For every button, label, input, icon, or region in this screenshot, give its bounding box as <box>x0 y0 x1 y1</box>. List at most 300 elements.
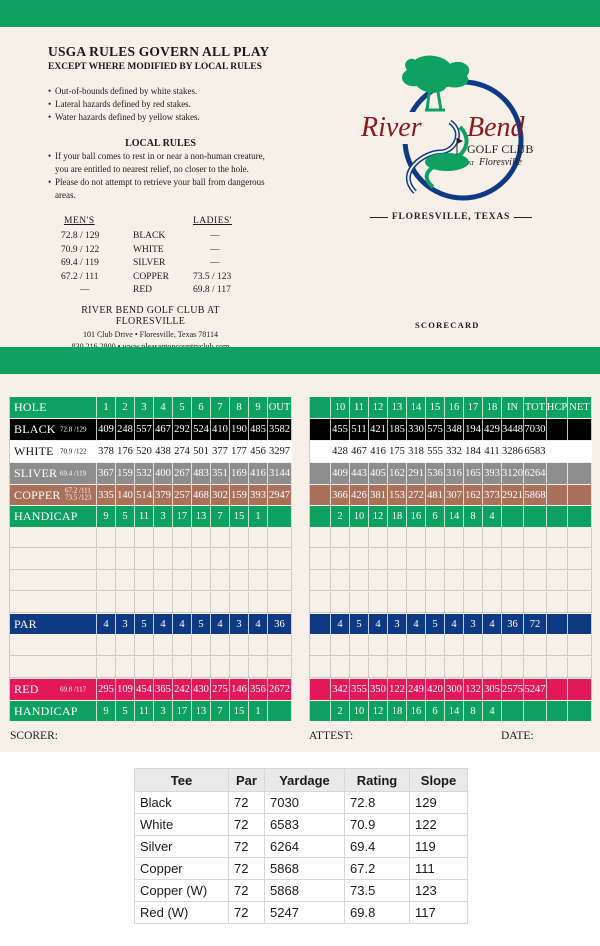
score-cell: 184 <box>464 441 483 462</box>
score-cell <box>547 549 568 569</box>
score-cell: 169 <box>230 463 249 484</box>
score-cell: 3 <box>154 506 173 527</box>
rating-tee: SILVER <box>133 258 166 268</box>
score-cell <box>310 506 331 527</box>
score-cell: 438 <box>154 441 173 462</box>
score-cell <box>502 635 524 655</box>
score-cell: 557 <box>135 419 154 440</box>
score-cell <box>268 701 292 721</box>
score-cell <box>464 635 483 655</box>
score-row <box>10 528 292 548</box>
score-cell: 140 <box>116 485 135 505</box>
score-cell <box>192 657 211 677</box>
score-cell: 9 <box>249 397 268 418</box>
score-row <box>310 701 592 721</box>
score-cell: 267 <box>173 463 192 484</box>
score-cell <box>547 506 568 527</box>
score-cell <box>310 485 331 505</box>
rating-tee: BLACK <box>133 231 166 241</box>
front-nine-grid <box>9 397 290 721</box>
score-cell: 10 <box>350 506 369 527</box>
local-rule-item: • Please do not attempt to retrieve your ball from dangerous areas. <box>48 176 278 202</box>
score-cell: 1 <box>249 701 268 721</box>
tee-table-cell: Red (W) <box>135 902 229 924</box>
score-cell <box>350 592 369 612</box>
score-cell: 17 <box>173 506 192 527</box>
score-cell: 400 <box>154 463 173 484</box>
row-rating: 70.9 /122 <box>60 446 87 455</box>
score-cell: 416 <box>369 441 388 462</box>
score-cell: 2 <box>331 701 350 721</box>
score-cell <box>116 571 135 590</box>
score-cell: 377 <box>211 441 230 462</box>
score-row <box>10 614 292 634</box>
score-cell: 10 <box>331 397 350 418</box>
score-cell: 426 <box>350 485 369 505</box>
score-cell: 409 <box>97 419 116 440</box>
score-cell: 6 <box>192 397 211 418</box>
score-cell: 11 <box>350 397 369 418</box>
rating-men: 67.2 / 111 <box>61 271 99 282</box>
row-label <box>10 635 97 655</box>
score-cell <box>568 679 592 700</box>
score-cell <box>464 657 483 677</box>
score-cell <box>310 614 331 634</box>
score-cell <box>249 592 268 612</box>
tee-table-row <box>135 858 468 880</box>
score-cell: 4 <box>407 614 426 634</box>
stake-rules-list <box>48 85 278 124</box>
score-cell <box>547 701 568 721</box>
scorer-label: SCORER: <box>10 730 58 742</box>
club-address: 101 Club Drive • Floresville, Texas 78114 <box>83 330 218 339</box>
score-cell: 420 <box>426 679 445 700</box>
score-cell <box>116 635 135 655</box>
score-cell: 485 <box>249 419 268 440</box>
score-cell: 185 <box>388 419 407 440</box>
score-cell: 162 <box>388 463 407 484</box>
score-cell: 467 <box>154 419 173 440</box>
score-cell <box>211 592 230 612</box>
row-label-text: COPPER <box>14 487 61 502</box>
score-cell <box>331 657 350 677</box>
score-cell <box>249 528 268 547</box>
tee-table-row <box>135 814 468 836</box>
score-cell <box>568 441 592 462</box>
score-cell <box>524 657 547 677</box>
row-label-text: WHITE <box>14 444 54 458</box>
score-cell: 9 <box>97 701 116 721</box>
row-label <box>10 463 97 484</box>
score-cell <box>524 528 547 547</box>
score-cell <box>192 528 211 547</box>
score-cell: 162 <box>464 485 483 505</box>
score-cell <box>173 549 192 569</box>
score-cell: 393 <box>483 463 502 484</box>
score-row <box>310 614 592 634</box>
score-row <box>310 549 592 570</box>
score-cell: 14 <box>407 397 426 418</box>
score-cell <box>388 528 407 547</box>
score-cell: 18 <box>483 397 502 418</box>
score-cell: 177 <box>230 441 249 462</box>
score-cell: 17 <box>464 397 483 418</box>
row-label-text: PAR <box>14 616 37 631</box>
score-cell: 467 <box>350 441 369 462</box>
score-cell: 16 <box>407 701 426 721</box>
score-cell: 2672 <box>268 679 292 700</box>
score-cell <box>230 592 249 612</box>
score-cell: 12 <box>369 701 388 721</box>
score-cell: 307 <box>445 485 464 505</box>
score-cell <box>426 571 445 590</box>
score-cell: 3 <box>135 397 154 418</box>
score-cell <box>192 549 211 569</box>
score-cell: 411 <box>483 441 502 462</box>
score-cell: 2 <box>331 506 350 527</box>
score-cell <box>268 592 292 612</box>
score-row <box>310 441 592 462</box>
score-row <box>10 549 292 570</box>
score-cell: 194 <box>464 419 483 440</box>
score-cell: 468 <box>192 485 211 505</box>
score-cell <box>502 701 524 721</box>
rules-title: USGA RULES GOVERN ALL PLAY <box>48 44 270 59</box>
score-cell: 316 <box>445 463 464 484</box>
score-cell <box>445 657 464 677</box>
score-cell: 483 <box>192 463 211 484</box>
score-cell <box>310 528 331 547</box>
score-cell: 481 <box>426 485 445 505</box>
score-cell: 36 <box>502 614 524 634</box>
score-cell: 6583 <box>524 441 547 462</box>
local-rule-item: • If your ball comes to rest in or near a non-human creature, you are entitled to nearest relief, no closer to the hole. <box>48 150 278 176</box>
row-rating: 69.8 /117 <box>60 684 87 693</box>
logo-town-text: Floresville <box>479 157 522 168</box>
score-cell <box>97 635 116 655</box>
score-cell <box>568 506 592 527</box>
score-cell: 3 <box>116 614 135 634</box>
ladies-header: LADIES' <box>193 216 232 226</box>
tee-table-cell: 129 <box>410 792 468 814</box>
logo-golf-club-text: GOLF CLUB <box>467 142 534 156</box>
score-cell <box>388 549 407 569</box>
score-cell <box>331 635 350 655</box>
score-cell <box>369 592 388 612</box>
score-cell <box>350 549 369 569</box>
score-cell <box>568 657 592 677</box>
score-cell <box>568 463 592 484</box>
score-cell <box>464 571 483 590</box>
tee-table-cell: 72 <box>229 792 265 814</box>
score-cell: 14 <box>445 701 464 721</box>
score-cell: HCP <box>547 397 568 418</box>
score-cell: 3448 <box>502 419 524 440</box>
score-cell <box>369 571 388 590</box>
score-cell: 5 <box>426 614 445 634</box>
score-cell <box>310 397 331 418</box>
rating-tee: WHITE <box>133 244 164 255</box>
score-cell <box>230 571 249 590</box>
score-cell: 365 <box>154 679 173 700</box>
score-cell: 291 <box>407 463 426 484</box>
score-cell: 4 <box>483 614 502 634</box>
score-cell <box>154 635 173 655</box>
score-cell <box>369 549 388 569</box>
score-cell: 12 <box>369 506 388 527</box>
score-cell <box>350 657 369 677</box>
score-cell <box>407 657 426 677</box>
score-cell <box>310 679 331 700</box>
score-cell <box>97 528 116 547</box>
rating-tee: COPPER <box>133 271 169 282</box>
score-cell: 109 <box>116 679 135 700</box>
score-cell: 3 <box>464 614 483 634</box>
score-cell: 17 <box>173 701 192 721</box>
score-cell: 443 <box>350 463 369 484</box>
score-cell <box>154 549 173 569</box>
row-rating: 67.2 /111 73.5 /123 <box>65 486 92 502</box>
score-cell: 6264 <box>524 463 547 484</box>
score-cell: 257 <box>173 485 192 505</box>
score-cell <box>310 441 331 462</box>
score-cell: 2921 <box>502 485 524 505</box>
score-cell: 430 <box>192 679 211 700</box>
score-cell: 348 <box>445 419 464 440</box>
row-label-text: HANDICAP <box>14 703 78 718</box>
score-cell: 176 <box>116 441 135 462</box>
score-cell <box>249 635 268 655</box>
score-cell: 248 <box>116 419 135 440</box>
score-cell <box>407 592 426 612</box>
row-label-text: RED <box>14 682 39 696</box>
score-cell: 3120 <box>502 463 524 484</box>
rating-tee: RED <box>133 285 152 295</box>
score-cell: 8 <box>230 397 249 418</box>
score-row <box>10 441 292 462</box>
score-cell <box>524 701 547 721</box>
tee-table-cell: 72 <box>229 836 265 858</box>
score-row <box>10 397 292 418</box>
score-cell: 2 <box>116 397 135 418</box>
score-cell <box>407 571 426 590</box>
top-green-band <box>0 0 600 27</box>
score-cell: 3 <box>154 701 173 721</box>
score-cell <box>154 657 173 677</box>
score-cell: 456 <box>249 441 268 462</box>
row-label <box>10 397 97 418</box>
score-cell <box>426 635 445 655</box>
score-cell: 429 <box>483 419 502 440</box>
score-cell: 5868 <box>524 485 547 505</box>
score-cell <box>388 592 407 612</box>
club-name: RIVER BEND GOLF CLUB AT FLORESVILLE <box>81 305 220 327</box>
score-cell <box>211 657 230 677</box>
score-cell: 12 <box>369 397 388 418</box>
tee-table-header: Slope <box>410 769 468 792</box>
score-cell: 7030 <box>524 419 547 440</box>
score-cell: 175 <box>388 441 407 462</box>
score-cell <box>502 528 524 547</box>
score-cell <box>154 528 173 547</box>
score-cell: 11 <box>135 701 154 721</box>
score-cell <box>524 571 547 590</box>
tee-table-cell: Silver <box>135 836 229 858</box>
score-cell: 295 <box>97 679 116 700</box>
score-cell: 5 <box>116 701 135 721</box>
score-cell: 4 <box>331 614 350 634</box>
score-cell <box>135 528 154 547</box>
score-cell <box>483 528 502 547</box>
score-cell: 511 <box>350 419 369 440</box>
score-cell <box>502 571 524 590</box>
tee-table-cell: 70.9 <box>345 814 410 836</box>
tee-table-cell: White <box>135 814 229 836</box>
tee-table-cell: Black <box>135 792 229 814</box>
score-cell <box>97 571 116 590</box>
score-cell <box>426 592 445 612</box>
score-cell <box>230 528 249 547</box>
score-cell: 428 <box>331 441 350 462</box>
score-row <box>310 485 592 505</box>
tee-summary-table <box>134 768 468 924</box>
score-cell <box>230 635 249 655</box>
score-cell: 5 <box>135 614 154 634</box>
score-cell <box>350 571 369 590</box>
score-cell: 5 <box>173 397 192 418</box>
tee-table-cell: Copper (W) <box>135 880 229 902</box>
tee-table-cell: 6264 <box>265 836 345 858</box>
score-cell <box>464 549 483 569</box>
score-cell <box>268 635 292 655</box>
score-cell <box>407 549 426 569</box>
score-cell: 520 <box>135 441 154 462</box>
score-row <box>310 397 592 418</box>
score-cell <box>97 592 116 612</box>
score-cell: 14 <box>445 506 464 527</box>
score-cell <box>135 635 154 655</box>
score-cell: 416 <box>249 463 268 484</box>
score-row <box>10 679 292 700</box>
score-cell <box>483 635 502 655</box>
score-cell: 355 <box>350 679 369 700</box>
score-cell <box>426 528 445 547</box>
score-cell: 367 <box>97 463 116 484</box>
attest-label: ATTEST: <box>309 730 354 742</box>
score-cell <box>445 592 464 612</box>
score-cell <box>211 571 230 590</box>
tee-table-cell: 6583 <box>265 814 345 836</box>
score-cell: 524 <box>192 419 211 440</box>
score-cell <box>135 657 154 677</box>
score-cell: 146 <box>230 679 249 700</box>
score-cell <box>135 549 154 569</box>
tee-table-row <box>135 792 468 814</box>
river-bend-logo <box>355 52 545 202</box>
score-cell <box>388 635 407 655</box>
score-cell: 5 <box>192 614 211 634</box>
score-cell <box>350 635 369 655</box>
score-row <box>310 635 592 656</box>
row-rating: 69.4 /119 <box>60 468 87 477</box>
tee-table-cell: 73.5 <box>345 880 410 902</box>
score-cell: 332 <box>445 441 464 462</box>
score-cell <box>173 571 192 590</box>
score-cell: 4 <box>154 614 173 634</box>
score-cell: 378 <box>97 441 116 462</box>
score-cell <box>568 701 592 721</box>
row-label <box>10 549 97 569</box>
score-cell <box>154 571 173 590</box>
score-cell <box>192 635 211 655</box>
score-row <box>10 485 292 505</box>
score-row <box>310 506 592 527</box>
tee-table-cell: 72 <box>229 902 265 924</box>
score-cell: 13 <box>388 397 407 418</box>
local-rules-list <box>48 150 278 202</box>
score-cell <box>483 571 502 590</box>
tee-table-cell: 72 <box>229 858 265 880</box>
row-label <box>10 485 97 505</box>
score-cell: 8 <box>464 701 483 721</box>
row-label <box>10 419 97 440</box>
score-row <box>310 679 592 700</box>
score-cell: 16 <box>445 397 464 418</box>
rating-ladies: 69.8 / 117 <box>193 285 231 295</box>
tee-table-cell: 123 <box>410 880 468 902</box>
score-cell: 555 <box>426 441 445 462</box>
row-rating: 72.8 /129 <box>60 424 87 433</box>
score-cell: 351 <box>211 463 230 484</box>
score-cell <box>547 614 568 634</box>
score-row <box>310 528 592 548</box>
score-cell <box>407 635 426 655</box>
score-cell: 3297 <box>268 441 292 462</box>
score-cell <box>524 549 547 569</box>
score-cell: TOT <box>524 397 547 418</box>
row-label <box>10 441 97 462</box>
score-cell <box>407 528 426 547</box>
score-cell: 410 <box>211 419 230 440</box>
tee-table-cell: 69.8 <box>345 902 410 924</box>
logo-river-text: River <box>361 112 422 143</box>
score-cell: NET <box>568 397 592 418</box>
score-cell <box>568 592 592 612</box>
score-cell <box>211 528 230 547</box>
score-row <box>310 419 592 440</box>
rating-ladies: 73.5 / 123 <box>193 271 232 282</box>
score-cell <box>331 528 350 547</box>
score-cell: 11 <box>135 506 154 527</box>
row-label <box>10 506 97 527</box>
score-cell <box>310 419 331 440</box>
score-cell: 5247 <box>524 679 547 700</box>
tee-table-cell: 67.2 <box>345 858 410 880</box>
tee-table-cell: 5868 <box>265 880 345 902</box>
club-info <box>48 305 253 351</box>
tee-table-cell: 72 <box>229 880 265 902</box>
score-cell <box>445 571 464 590</box>
score-cell <box>568 419 592 440</box>
score-cell <box>388 571 407 590</box>
rating-men: — <box>80 285 90 295</box>
tee-table-cell: 72.8 <box>345 792 410 814</box>
score-cell <box>426 657 445 677</box>
rating-men: 72.8 / 129 <box>61 231 100 241</box>
score-row <box>10 463 292 484</box>
score-cell <box>568 549 592 569</box>
score-cell: 455 <box>331 419 350 440</box>
